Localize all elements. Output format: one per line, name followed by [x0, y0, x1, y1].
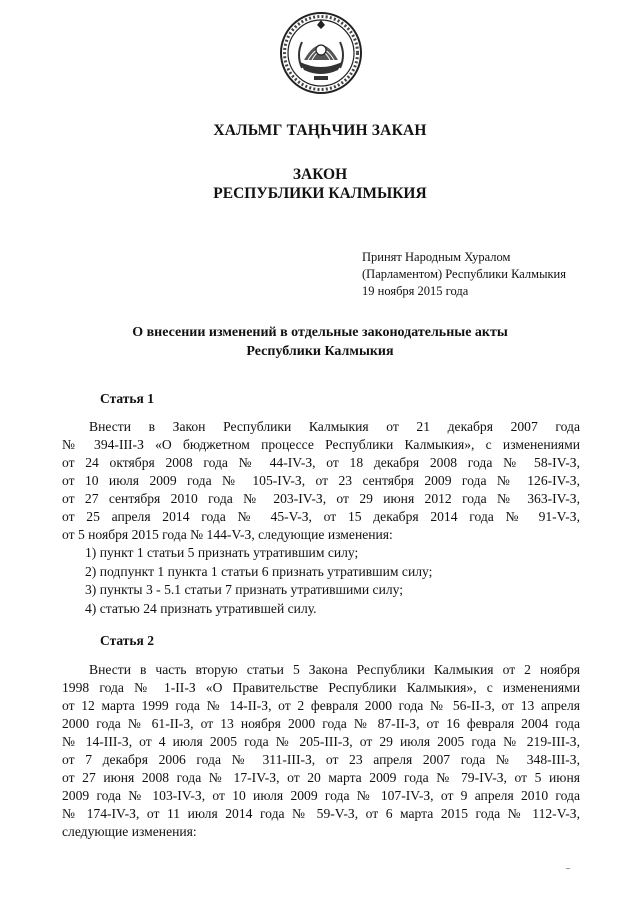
paragraph-line: № 174-IV-З, от 11 июля 2014 года № 59-V-З, от 6 марта 2015 года № 112-V-З,	[62, 806, 580, 821]
paragraph-line: 2009 года № 103-IV-З, от 10 июля 2009 года № 107-IV-З, от 9 апреля 2010 года	[62, 788, 580, 803]
paragraph-line: от 27 сентября 2010 года № 203-IV-З, от 29 июня 2012 года № 363-IV-З,	[62, 491, 580, 506]
list-item: 1) пункт 1 статьи 5 признать утратившим силу;	[85, 545, 359, 560]
paragraph-line: от 5 ноября 2015 года № 144-V-З, следующие изменения:	[62, 527, 393, 542]
republic-label: РЕСПУБЛИКИ КАЛМЫКИЯ	[213, 185, 427, 202]
document-title-line: Республики Калмыкия	[246, 344, 394, 359]
document-title	[0, 323, 640, 361]
document-title-line: О внесении изменений в отдельные законодательные акты	[132, 325, 508, 340]
scan-mark	[566, 868, 570, 869]
paragraph-line: от 10 июля 2009 года № 105-IV-З, от 23 сентября 2009 года № 126-IV-З,	[62, 473, 580, 488]
article-1-body	[62, 418, 580, 544]
paragraph-line: от 27 июня 2008 года № 17-IV-З, от 20 марта 2009 года № 79-IV-З, от 5 июня	[62, 770, 580, 785]
paragraph-line: 1998 года № 1-II-З «О Правительстве Республики Калмыкия», с изменениями	[62, 680, 580, 695]
adoption-note-line: (Парламентом) Республики Калмыкия	[362, 267, 566, 281]
paragraph-line: от 7 декабря 2006 года № 311-III-З, от 23 апреля 2007 года № 348-III-З,	[62, 752, 580, 767]
list-item: 4) статью 24 признать утратившей силу.	[85, 600, 317, 616]
law-label: ЗАКОН	[292, 166, 348, 183]
paragraph-line: от 24 октября 2008 года № 44-IV-З, от 18 декабря 2008 года № 58-IV-З,	[62, 455, 580, 470]
list-item: 2) подпункт 1 пункта 1 статьи 6 признать утратившим силу;	[85, 563, 433, 579]
paragraph-line: следующие изменения:	[62, 824, 197, 839]
kalmyk-law-title: ХАЛЬМГ ТАҢҺЧИН ЗАКАН	[213, 122, 427, 139]
article-1-heading: Статья 1	[100, 391, 154, 406]
paragraph-line: Внести в Закон Республики Калмыкия от 21 декабря 2007 года	[89, 419, 580, 434]
adoption-date: 19 ноября 2015 года	[362, 284, 469, 298]
paragraph-line: от 25 апреля 2014 года № 45-V-З, от 15 декабря 2014 года № 91-V-З,	[62, 509, 580, 524]
article-2-heading: Статья 2	[100, 633, 154, 648]
paragraph-line: Внести в часть вторую статьи 5 Закона Республики Калмыкия от 2 ноября	[89, 662, 580, 677]
list-item: 3) пункты 3 - 5.1 статьи 7 признать утратившими силу;	[85, 582, 404, 597]
paragraph-line: от 12 марта 1999 года № 14-II-З, от 2 февраля 2000 года № 56-II-З, от 13 апреля	[62, 698, 580, 713]
article-1-items	[85, 544, 432, 618]
adoption-note	[362, 249, 566, 300]
paragraph-line: № 14-III-З, от 4 июля 2005 года № 205-III-З, от 29 июля 2005 года № 219-III-З,	[62, 734, 580, 749]
paragraph-line: 2000 года № 61-II-З, от 13 ноября 2000 года № 87-II-З, от 16 февраля 2004 года	[62, 716, 580, 731]
coat-of-arms-emblem	[278, 10, 364, 96]
adoption-note-line: Принят Народным Хуралом	[362, 250, 511, 264]
article-2-body	[62, 661, 580, 841]
paragraph-line: № 394-III-З «О бюджетном процессе Республики Калмыкия», с изменениями	[62, 437, 580, 452]
